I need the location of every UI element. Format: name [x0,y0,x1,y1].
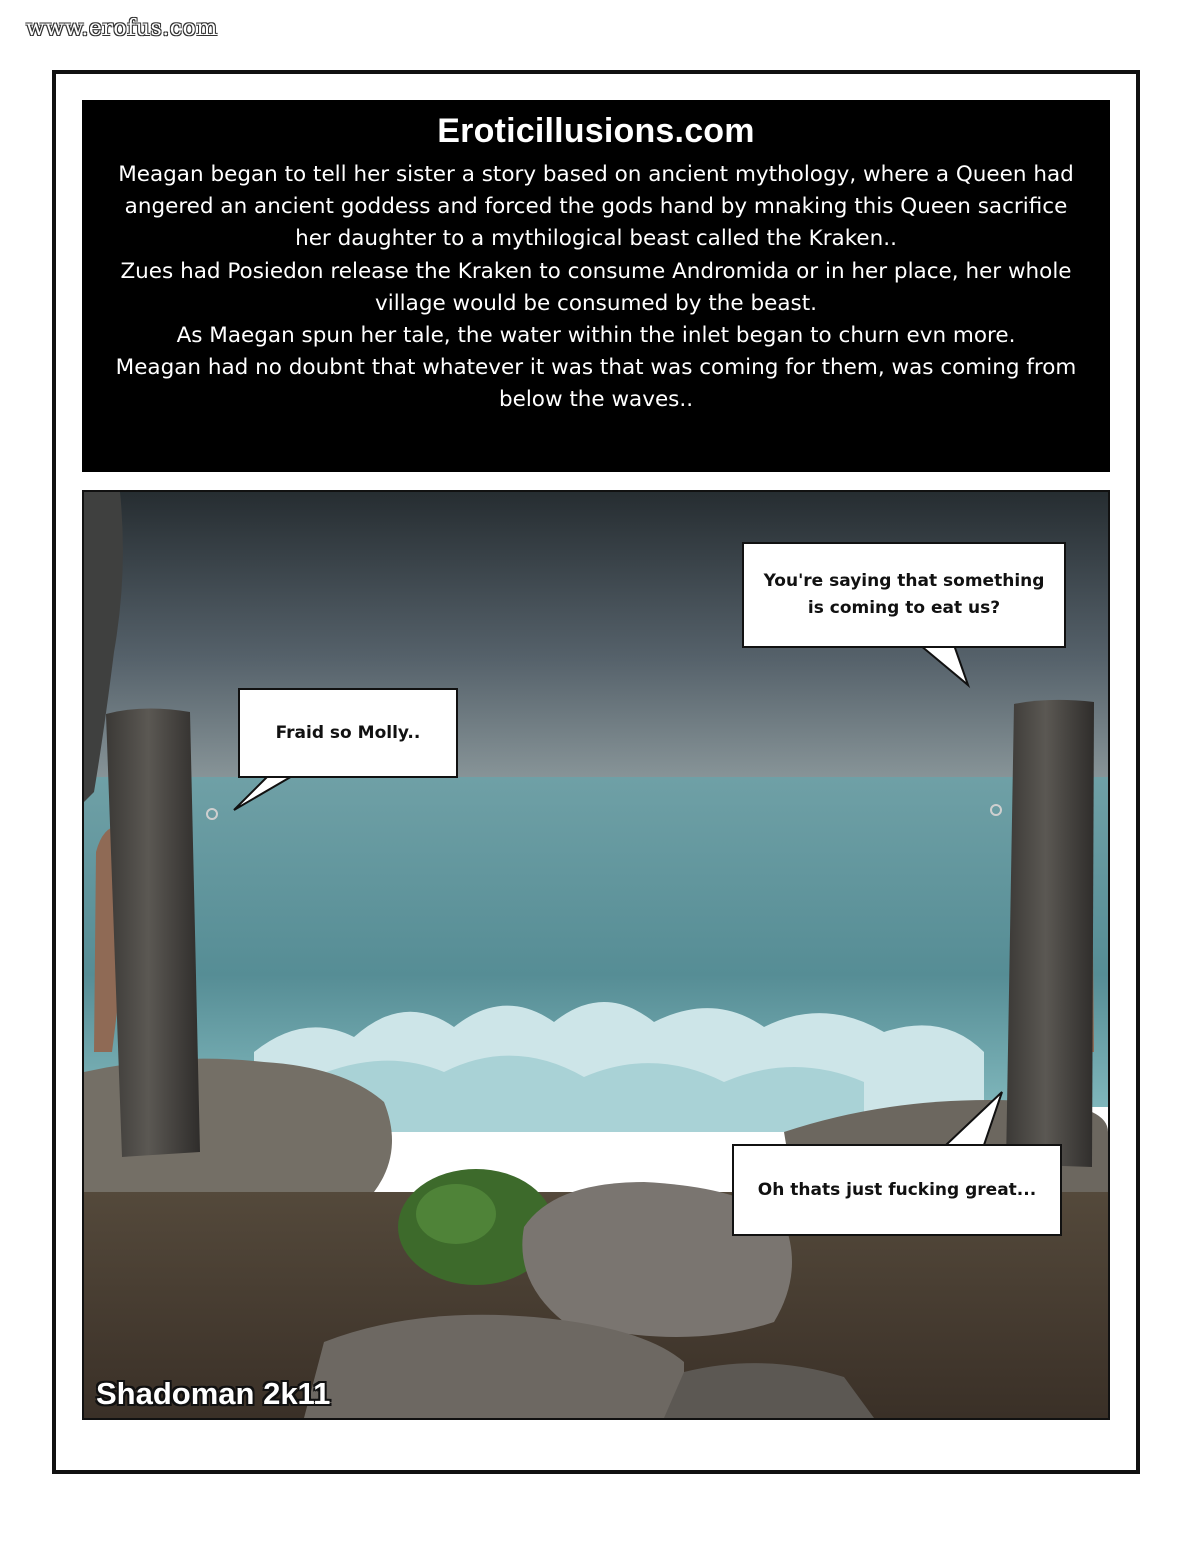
left-stone-pillar [106,708,200,1157]
artist-credit: Shadoman 2k11 [96,1376,331,1411]
narration-box [82,100,1110,472]
story-text: Meagan began to tell her sister a story based on ancient mythology, where a Queen had angered an ancient goddess and forced the gods hand by mnaking this Queen sacrifice her daughter to a mythilogical beast called the Kraken.. Zues had Posiedon release the Kraken to consume Andromida or in her place, her whole village would be consumed by the beast. As Maegan spun her tale, the water within the inlet began to churn evn more. Meagan had no doubnt that whatever it was that was coming for them, was coming from below the waves.. [115,162,1077,413]
site-watermark: www.erofus.com [26,16,218,41]
shrub-highlight [416,1184,496,1244]
speech-bubble-right-top: You're saying that something is coming to eat us? [742,542,1066,648]
speech-bubble-right-bottom: Oh thats just fucking great... [732,1144,1062,1236]
scene-panel [82,490,1110,1420]
speech-bubble-left: Fraid so Molly.. [238,688,458,778]
right-stone-pillar [1006,700,1094,1167]
site-title: Eroticillusions.com [437,112,755,150]
